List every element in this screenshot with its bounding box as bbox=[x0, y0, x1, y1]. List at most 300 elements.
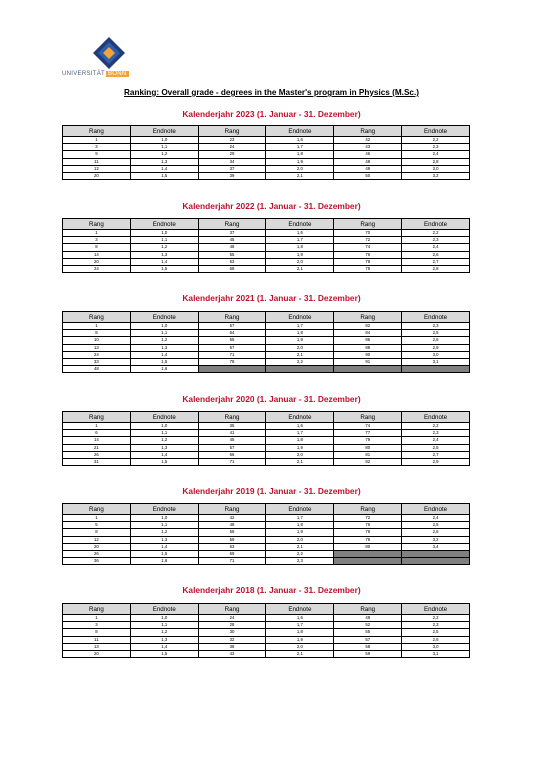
rank-cell: 58 bbox=[334, 643, 402, 650]
column-header: Endnote bbox=[266, 412, 334, 423]
rank-cell: 71 bbox=[198, 351, 266, 358]
column-header: Endnote bbox=[402, 219, 470, 230]
rank-cell: 79 bbox=[334, 536, 402, 543]
document-title: Ranking: Overall grade - degrees in the Master's program in Physics (M.Sc.) bbox=[124, 88, 419, 97]
table-header-row bbox=[63, 412, 470, 423]
year-heading: Kalenderjahr 2020 (1. Januar - 31. Dezember) bbox=[182, 394, 361, 404]
rank-cell: 89 bbox=[334, 344, 402, 351]
table-row bbox=[63, 551, 470, 558]
table-row bbox=[63, 558, 470, 565]
rank-cell: 23 bbox=[198, 137, 266, 144]
grade-cell: 1,0 bbox=[130, 615, 198, 622]
grade-cell: 1,1 bbox=[130, 144, 198, 151]
table-row bbox=[63, 137, 470, 144]
column-header: Endnote bbox=[266, 126, 334, 137]
column-header: Rang bbox=[334, 604, 402, 615]
table-row bbox=[63, 165, 470, 172]
grade-cell: 1,9 bbox=[266, 444, 334, 451]
grade-cell: 1,2 bbox=[130, 337, 198, 344]
empty-cell bbox=[334, 366, 402, 373]
grade-cell: 1,6 bbox=[266, 423, 334, 430]
column-header: Endnote bbox=[130, 312, 198, 323]
rank-cell: 74 bbox=[334, 244, 402, 251]
rank-cell: 91 bbox=[334, 359, 402, 366]
grade-cell: 2,8 bbox=[402, 266, 470, 273]
grade-cell: 1,6 bbox=[130, 558, 198, 565]
grade-cell: 1,5 bbox=[130, 551, 198, 558]
grade-cell: 2,3 bbox=[402, 237, 470, 244]
rank-cell: 59 bbox=[334, 651, 402, 658]
grade-cell: 1,3 bbox=[130, 251, 198, 258]
table-header-row bbox=[63, 219, 470, 230]
rank-cell: 12 bbox=[63, 536, 131, 543]
grade-cell: 1,2 bbox=[130, 437, 198, 444]
grade-cell: 3,0 bbox=[402, 351, 470, 358]
table-row bbox=[63, 323, 470, 330]
rank-cell: 8 bbox=[63, 330, 131, 337]
table-row bbox=[63, 230, 470, 237]
year-heading: Kalenderjahr 2021 (1. Januar - 31. Dezember) bbox=[182, 293, 361, 303]
table-row bbox=[63, 643, 470, 650]
table-row bbox=[63, 344, 470, 351]
rank-cell: 68 bbox=[198, 266, 266, 273]
table-row bbox=[63, 359, 470, 366]
grade-cell: 1,0 bbox=[130, 423, 198, 430]
rank-cell: 10 bbox=[63, 337, 131, 344]
grade-cell: 1,7 bbox=[266, 430, 334, 437]
rank-cell: 21 bbox=[63, 444, 131, 451]
rank-cell: 42 bbox=[334, 137, 402, 144]
grade-cell: 1,9 bbox=[266, 158, 334, 165]
grade-cell: 2,3 bbox=[402, 144, 470, 151]
grade-cell: 2,5 bbox=[402, 444, 470, 451]
rank-cell: 20 bbox=[63, 543, 131, 550]
rank-cell: 67 bbox=[198, 344, 266, 351]
grade-cell: 1,2 bbox=[130, 629, 198, 636]
table-row bbox=[63, 258, 470, 265]
column-header: Rang bbox=[63, 126, 131, 137]
grade-cell: 2,4 bbox=[402, 515, 470, 522]
table-row bbox=[63, 151, 470, 158]
grade-cell: 2,1 bbox=[266, 543, 334, 550]
column-header: Rang bbox=[198, 126, 266, 137]
grade-cell: 1,7 bbox=[266, 515, 334, 522]
grade-cell: 1,3 bbox=[130, 158, 198, 165]
rank-cell: 12 bbox=[63, 165, 131, 172]
rank-cell: 5 bbox=[63, 522, 131, 529]
grade-cell: 2,0 bbox=[266, 258, 334, 265]
grade-cell: 2,2 bbox=[402, 423, 470, 430]
rank-cell: 45 bbox=[198, 437, 266, 444]
grade-cell: 1,2 bbox=[130, 244, 198, 251]
rank-cell: 1 bbox=[63, 137, 131, 144]
ranking-table bbox=[62, 503, 470, 565]
rank-cell: 3 bbox=[63, 622, 131, 629]
grade-cell: 2,9 bbox=[402, 459, 470, 466]
grade-cell: 1,0 bbox=[130, 137, 198, 144]
column-header: Endnote bbox=[130, 126, 198, 137]
grade-cell: 2,3 bbox=[402, 430, 470, 437]
grade-cell: 1,1 bbox=[130, 330, 198, 337]
grade-cell: 1,3 bbox=[130, 344, 198, 351]
column-header: Endnote bbox=[130, 504, 198, 515]
rank-cell: 26 bbox=[63, 551, 131, 558]
rank-cell: 90 bbox=[334, 351, 402, 358]
grade-cell: 1,6 bbox=[266, 137, 334, 144]
rank-cell: 57 bbox=[198, 444, 266, 451]
rank-cell: 24 bbox=[63, 266, 131, 273]
grade-cell: 2,1 bbox=[266, 266, 334, 273]
column-header: Endnote bbox=[266, 604, 334, 615]
university-name-part1: UNIVERSITÄT bbox=[62, 71, 105, 77]
grade-cell: 1,7 bbox=[266, 622, 334, 629]
grade-cell: 1,8 bbox=[266, 437, 334, 444]
ranking-table bbox=[62, 218, 470, 273]
rank-cell: 78 bbox=[198, 359, 266, 366]
grade-cell: 2,1 bbox=[266, 351, 334, 358]
university-logo bbox=[62, 36, 152, 84]
table-row bbox=[63, 622, 470, 629]
rank-cell: 41 bbox=[198, 430, 266, 437]
column-header: Endnote bbox=[402, 604, 470, 615]
grade-cell: 3,2 bbox=[402, 536, 470, 543]
grade-cell: 2,2 bbox=[402, 615, 470, 622]
column-header: Rang bbox=[198, 219, 266, 230]
grade-cell: 1,8 bbox=[266, 330, 334, 337]
rank-cell: 11 bbox=[63, 158, 131, 165]
grade-cell: 2,0 bbox=[266, 344, 334, 351]
column-header: Rang bbox=[63, 219, 131, 230]
grade-cell: 2,1 bbox=[266, 651, 334, 658]
rank-cell: 1 bbox=[63, 515, 131, 522]
empty-cell bbox=[402, 558, 470, 565]
rank-cell: 48 bbox=[198, 522, 266, 529]
rank-cell: 77 bbox=[334, 430, 402, 437]
table-row bbox=[63, 423, 470, 430]
rank-cell: 43 bbox=[334, 144, 402, 151]
rank-cell: 49 bbox=[334, 615, 402, 622]
grade-cell: 2,5 bbox=[402, 522, 470, 529]
table-row bbox=[63, 615, 470, 622]
rank-cell: 69 bbox=[198, 551, 266, 558]
column-header: Endnote bbox=[266, 219, 334, 230]
grade-cell: 2,5 bbox=[402, 330, 470, 337]
rank-cell: 66 bbox=[198, 451, 266, 458]
rank-cell: 8 bbox=[63, 529, 131, 536]
grade-cell: 3,0 bbox=[402, 643, 470, 650]
table-row bbox=[63, 330, 470, 337]
rank-cell: 8 bbox=[63, 244, 131, 251]
rank-cell: 84 bbox=[334, 330, 402, 337]
rank-cell: 31 bbox=[63, 459, 131, 466]
rank-cell: 55 bbox=[198, 251, 266, 258]
grade-cell: 1,1 bbox=[130, 522, 198, 529]
rank-cell: 34 bbox=[198, 158, 266, 165]
rank-cell: 76 bbox=[334, 251, 402, 258]
table-row bbox=[63, 144, 470, 151]
empty-cell bbox=[334, 558, 402, 565]
rank-cell: 78 bbox=[334, 529, 402, 536]
grade-cell: 2,0 bbox=[266, 165, 334, 172]
column-header: Rang bbox=[63, 504, 131, 515]
rank-cell: 28 bbox=[198, 622, 266, 629]
rank-cell: 3 bbox=[63, 237, 131, 244]
table-row bbox=[63, 430, 470, 437]
grade-cell: 1,6 bbox=[266, 615, 334, 622]
table-row bbox=[63, 266, 470, 273]
grade-cell: 1,6 bbox=[130, 366, 198, 373]
grade-cell: 2,3 bbox=[402, 323, 470, 330]
grade-cell: 1,8 bbox=[266, 629, 334, 636]
table-row bbox=[63, 459, 470, 466]
grade-cell: 2,9 bbox=[402, 344, 470, 351]
grade-cell: 1,2 bbox=[130, 529, 198, 536]
empty-cell bbox=[266, 366, 334, 373]
rank-cell: 57 bbox=[198, 323, 266, 330]
grade-cell: 1,3 bbox=[130, 444, 198, 451]
column-header: Endnote bbox=[402, 126, 470, 137]
table-row bbox=[63, 437, 470, 444]
grade-cell: 1,4 bbox=[130, 258, 198, 265]
rank-cell: 82 bbox=[334, 323, 402, 330]
rank-cell: 74 bbox=[334, 423, 402, 430]
grade-cell: 1,5 bbox=[130, 651, 198, 658]
grade-cell: 1,4 bbox=[130, 451, 198, 458]
rank-cell: 37 bbox=[198, 230, 266, 237]
column-header: Rang bbox=[63, 412, 131, 423]
column-header: Rang bbox=[198, 412, 266, 423]
table-row bbox=[63, 451, 470, 458]
column-header: Endnote bbox=[266, 504, 334, 515]
table-row bbox=[63, 444, 470, 451]
column-header: Rang bbox=[198, 312, 266, 323]
grade-cell: 2,2 bbox=[402, 230, 470, 237]
grade-cell: 2,3 bbox=[402, 622, 470, 629]
rank-cell: 52 bbox=[334, 622, 402, 629]
column-header: Endnote bbox=[130, 604, 198, 615]
table-header-row bbox=[63, 604, 470, 615]
grade-cell: 1,9 bbox=[266, 636, 334, 643]
column-header: Endnote bbox=[402, 312, 470, 323]
rank-cell: 20 bbox=[63, 258, 131, 265]
empty-cell bbox=[402, 551, 470, 558]
rank-cell: 64 bbox=[198, 330, 266, 337]
ranking-table bbox=[62, 311, 470, 373]
rank-cell: 86 bbox=[334, 337, 402, 344]
grade-cell: 1,7 bbox=[266, 323, 334, 330]
rank-cell: 14 bbox=[63, 251, 131, 258]
rank-cell: 71 bbox=[198, 459, 266, 466]
empty-cell bbox=[198, 366, 266, 373]
grade-cell: 1,8 bbox=[266, 244, 334, 251]
grade-cell: 1,5 bbox=[130, 266, 198, 273]
grade-cell: 1,5 bbox=[130, 173, 198, 180]
grade-cell: 1,4 bbox=[130, 643, 198, 650]
grade-cell: 1,3 bbox=[130, 536, 198, 543]
rank-cell: 81 bbox=[334, 451, 402, 458]
table-row bbox=[63, 529, 470, 536]
grade-cell: 2,2 bbox=[266, 551, 334, 558]
grade-cell: 2,1 bbox=[266, 459, 334, 466]
year-heading: Kalenderjahr 2019 (1. Januar - 31. Dezember) bbox=[182, 486, 361, 496]
rank-cell: 46 bbox=[334, 151, 402, 158]
grade-cell: 1,3 bbox=[130, 636, 198, 643]
table-row bbox=[63, 651, 470, 658]
rank-cell: 78 bbox=[334, 258, 402, 265]
rank-cell: 13 bbox=[63, 344, 131, 351]
grade-cell: 3,1 bbox=[402, 651, 470, 658]
grade-cell: 1,1 bbox=[130, 622, 198, 629]
table-header-row bbox=[63, 126, 470, 137]
rank-cell: 36 bbox=[63, 558, 131, 565]
table-row bbox=[63, 629, 470, 636]
rank-cell: 24 bbox=[198, 615, 266, 622]
rank-cell: 72 bbox=[334, 515, 402, 522]
grade-cell: 1,5 bbox=[130, 359, 198, 366]
rank-cell: 79 bbox=[334, 437, 402, 444]
rank-cell: 48 bbox=[198, 244, 266, 251]
rank-cell: 43 bbox=[198, 651, 266, 658]
grade-cell: 1,8 bbox=[266, 151, 334, 158]
table-header-row bbox=[63, 504, 470, 515]
grade-cell: 1,4 bbox=[130, 351, 198, 358]
column-header: Endnote bbox=[402, 412, 470, 423]
grade-cell: 2,7 bbox=[402, 258, 470, 265]
grade-cell: 1,0 bbox=[130, 323, 198, 330]
rank-cell: 9 bbox=[63, 151, 131, 158]
grade-cell: 2,6 bbox=[402, 337, 470, 344]
rank-cell: 70 bbox=[334, 230, 402, 237]
grade-cell: 1,0 bbox=[130, 230, 198, 237]
table-row bbox=[63, 515, 470, 522]
grade-cell: 1,4 bbox=[130, 165, 198, 172]
year-heading: Kalenderjahr 2023 (1. Januar - 31. Dezember) bbox=[182, 109, 361, 119]
grade-cell: 2,6 bbox=[402, 251, 470, 258]
empty-cell bbox=[402, 366, 470, 373]
grade-cell: 1,1 bbox=[130, 237, 198, 244]
grade-cell: 3,4 bbox=[402, 543, 470, 550]
grade-cell: 3,0 bbox=[402, 165, 470, 172]
table-header-row bbox=[63, 312, 470, 323]
grade-cell: 2,0 bbox=[266, 536, 334, 543]
grade-cell: 1,5 bbox=[130, 459, 198, 466]
rank-cell: 71 bbox=[198, 558, 266, 565]
table-row bbox=[63, 543, 470, 550]
grade-cell: 2,6 bbox=[402, 529, 470, 536]
grade-cell: 1,7 bbox=[266, 144, 334, 151]
rank-cell: 65 bbox=[198, 337, 266, 344]
column-header: Endnote bbox=[130, 412, 198, 423]
rank-cell: 58 bbox=[198, 529, 266, 536]
empty-cell bbox=[334, 551, 402, 558]
rank-cell: 11 bbox=[63, 636, 131, 643]
column-header: Rang bbox=[198, 604, 266, 615]
table-row bbox=[63, 536, 470, 543]
rank-cell: 59 bbox=[198, 536, 266, 543]
university-name-part2: BONN bbox=[107, 71, 127, 77]
grade-cell: 1,2 bbox=[130, 151, 198, 158]
rank-cell: 3 bbox=[63, 144, 131, 151]
table-row bbox=[63, 636, 470, 643]
rank-cell: 76 bbox=[334, 522, 402, 529]
table-row bbox=[63, 251, 470, 258]
rank-cell: 6 bbox=[63, 430, 131, 437]
table-row bbox=[63, 351, 470, 358]
ranking-table bbox=[62, 411, 470, 466]
table-row bbox=[63, 522, 470, 529]
table-row bbox=[63, 158, 470, 165]
column-header: Rang bbox=[334, 504, 402, 515]
grade-cell: 2,4 bbox=[402, 151, 470, 158]
rank-cell: 38 bbox=[198, 643, 266, 650]
rank-cell: 80 bbox=[334, 444, 402, 451]
table-row bbox=[63, 337, 470, 344]
grade-cell: 2,4 bbox=[402, 244, 470, 251]
grade-cell: 2,2 bbox=[266, 359, 334, 366]
column-header: Endnote bbox=[266, 312, 334, 323]
grade-cell: 2,1 bbox=[266, 173, 334, 180]
rank-cell: 24 bbox=[198, 144, 266, 151]
grade-cell: 2,6 bbox=[402, 636, 470, 643]
rank-cell: 8 bbox=[63, 629, 131, 636]
university-emblem-icon bbox=[92, 36, 126, 70]
grade-cell: 3,1 bbox=[402, 359, 470, 366]
rank-cell: 13 bbox=[63, 643, 131, 650]
rank-cell: 37 bbox=[198, 165, 266, 172]
grade-cell: 1,7 bbox=[266, 237, 334, 244]
column-header: Endnote bbox=[130, 219, 198, 230]
grade-cell: 2,3 bbox=[266, 558, 334, 565]
year-heading: Kalenderjahr 2018 (1. Januar - 31. Dezember) bbox=[182, 585, 361, 595]
grade-cell: 3,2 bbox=[402, 173, 470, 180]
rank-cell: 48 bbox=[334, 158, 402, 165]
rank-cell: 79 bbox=[334, 266, 402, 273]
rank-cell: 20 bbox=[63, 651, 131, 658]
grade-cell: 1,4 bbox=[130, 543, 198, 550]
grade-cell: 1,9 bbox=[266, 251, 334, 258]
grade-cell: 1,1 bbox=[130, 430, 198, 437]
rank-cell: 63 bbox=[198, 258, 266, 265]
rank-cell: 1 bbox=[63, 323, 131, 330]
rank-cell: 24 bbox=[63, 351, 131, 358]
rank-cell: 72 bbox=[334, 237, 402, 244]
rank-cell: 39 bbox=[198, 173, 266, 180]
rank-cell: 35 bbox=[198, 423, 266, 430]
column-header: Rang bbox=[63, 312, 131, 323]
grade-cell: 1,8 bbox=[266, 522, 334, 529]
ranking-table bbox=[62, 125, 470, 180]
grade-cell: 2,2 bbox=[402, 137, 470, 144]
grade-cell: 2,7 bbox=[402, 451, 470, 458]
rank-cell: 57 bbox=[334, 636, 402, 643]
grade-cell: 2,8 bbox=[402, 158, 470, 165]
rank-cell: 63 bbox=[198, 543, 266, 550]
table-row bbox=[63, 244, 470, 251]
rank-cell: 55 bbox=[334, 629, 402, 636]
year-heading: Kalenderjahr 2022 (1. Januar - 31. Dezember) bbox=[182, 201, 361, 211]
rank-cell: 20 bbox=[63, 173, 131, 180]
rank-cell: 14 bbox=[63, 437, 131, 444]
rank-cell: 1 bbox=[63, 230, 131, 237]
column-header: Rang bbox=[334, 412, 402, 423]
rank-cell: 50 bbox=[334, 173, 402, 180]
grade-cell: 1,6 bbox=[266, 230, 334, 237]
ranking-table bbox=[62, 603, 470, 658]
rank-cell: 1 bbox=[63, 615, 131, 622]
grade-cell: 1,9 bbox=[266, 337, 334, 344]
rank-cell: 29 bbox=[198, 151, 266, 158]
grade-cell: 1,9 bbox=[266, 529, 334, 536]
